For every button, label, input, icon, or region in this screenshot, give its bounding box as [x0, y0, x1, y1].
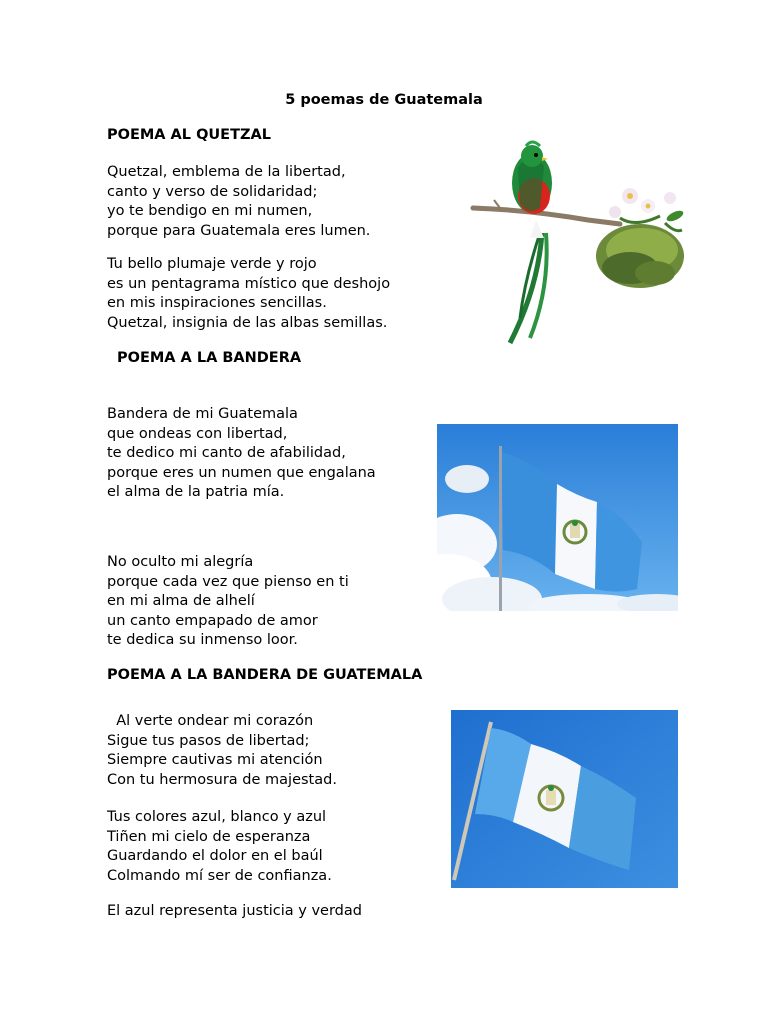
poem-stanza: Bandera de mi Guatemala que ondeas con libertad, te dedico mi canto de afabilidad, porque eres un numen que engalana el alma de la patria mía.	[107, 406, 376, 500]
guatemala-flag-image	[437, 424, 678, 611]
guatemala-flag-image-2	[451, 710, 678, 888]
poem-stanza: No oculto mi alegría porque cada vez que pienso en ti en mi alma de alhelí un canto empapado de amor te dedica su inmenso loor.	[107, 554, 349, 648]
quetzal-image	[470, 138, 684, 348]
poem-stanza: Quetzal, emblema de la libertad, canto y verso de solidaridad; yo te bendigo en mi numen, porque para Guatemala eres lumen.	[107, 164, 371, 239]
poem-stanza: El azul representa justicia y verdad	[107, 903, 362, 919]
poem-stanza: Tu bello plumaje verde y rojo es un pentagrama místico que deshojo en mis inspiraciones sencillas. Quetzal, insignia de las albas semillas.	[107, 256, 391, 331]
page-title: 5 poemas de Guatemala	[285, 92, 483, 108]
poem-stanza: Tus colores azul, blanco y azul Tiñen mi cielo de esperanza Guardando el dolor en el baúl Colmando mí ser de confianza.	[107, 809, 332, 884]
poem-heading-bandera: POEMA A LA BANDERA	[117, 350, 302, 366]
poem-stanza: Al verte ondear mi corazón Sigue tus pasos de libertad; Siempre cautivas mi atención Con tu hermosura de majestad.	[107, 713, 337, 788]
poem-heading-bandera-guatemala: POEMA A LA BANDERA DE GUATEMALA	[107, 667, 423, 683]
poem-heading-quetzal: POEMA AL QUETZAL	[107, 127, 271, 143]
